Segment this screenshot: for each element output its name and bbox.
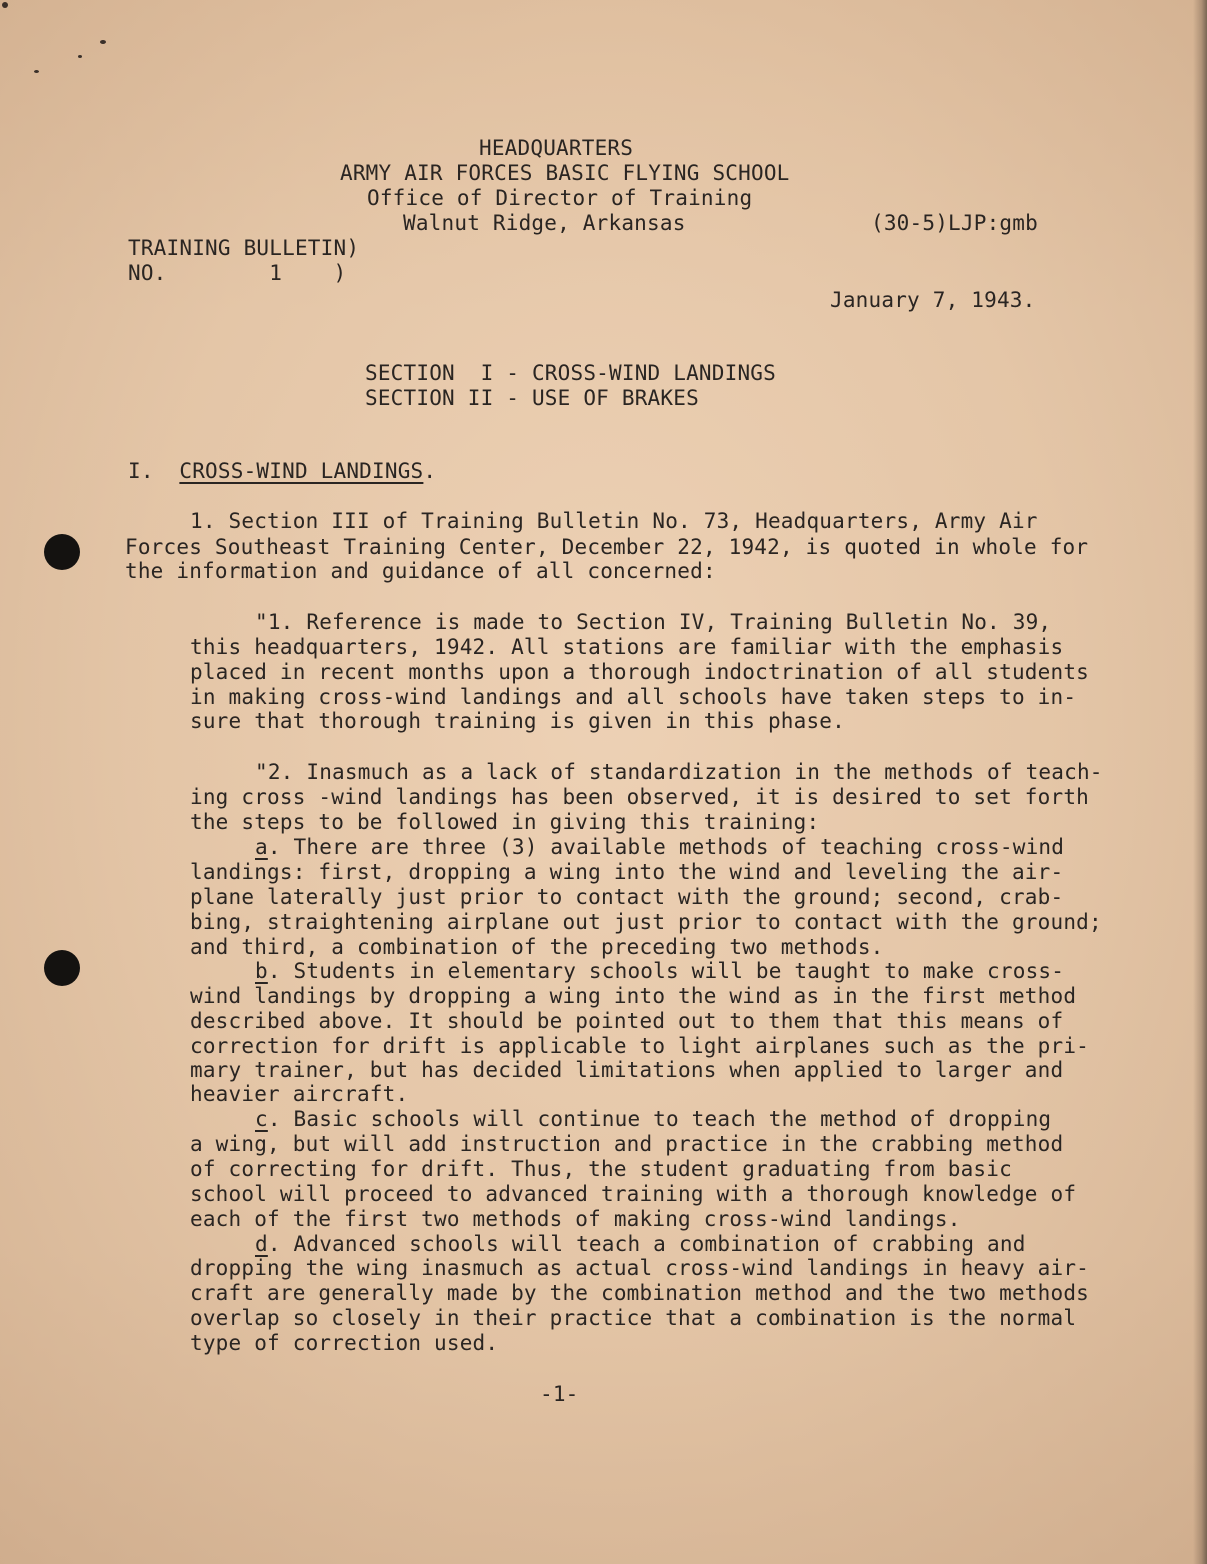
page-edge-shadow	[1193, 0, 1207, 1564]
item-b-line1: b. Students in elementary schools will be taught to make cross-	[255, 959, 1065, 983]
header-location: Walnut Ridge, Arkansas	[403, 211, 686, 235]
item-b-letter: b	[255, 959, 268, 983]
item-d-line2: dropping the wing inasmuch as actual cross-wind landings in heavy air-	[190, 1256, 1090, 1280]
page-number: -1-	[540, 1382, 579, 1406]
bulletin-number: NO. 1 )	[128, 261, 347, 285]
item-b-line6: heavier aircraft.	[190, 1082, 409, 1106]
section-heading	[128, 461, 436, 482]
item-c-line5: each of the first two methods of making cross-wind landings.	[190, 1207, 961, 1231]
quote1-line4: in making cross-wind landings and all schools have taken steps to in-	[190, 685, 1077, 709]
punch-hole-top	[44, 534, 80, 570]
punch-hole-bottom	[44, 950, 80, 986]
item-a-line3: plane laterally just prior to contact with the ground; second, crab-	[190, 885, 1064, 909]
item-b-line3: described above. It should be pointed out to them that this means of	[190, 1009, 1064, 1033]
quote2-line3: the steps to be followed in giving this training:	[190, 810, 820, 834]
section-title-2: SECTION II - USE OF BRAKES	[365, 386, 699, 410]
item-d-line5: type of correction used.	[190, 1331, 499, 1355]
header-office: Office of Director of Training	[367, 186, 753, 210]
item-d-letter: d	[255, 1232, 268, 1256]
ink-speck	[34, 70, 39, 73]
section-title-1: SECTION I - CROSS-WIND LANDINGS	[365, 361, 776, 385]
bulletin-label: TRAINING BULLETIN)	[128, 236, 360, 260]
item-c-line4: school will proceed to advanced training with a thorough knowledge of	[190, 1182, 1077, 1206]
heading-title: CROSS-WIND LANDINGS	[179, 459, 424, 483]
item-c-letter: c	[255, 1107, 268, 1131]
ink-speck	[100, 40, 106, 44]
heading-number: I.	[128, 459, 154, 483]
header-school-name: ARMY AIR FORCES BASIC FLYING SCHOOL	[340, 161, 790, 185]
item-b-line2: wind landings by dropping a wing into the wind as in the first method	[190, 984, 1077, 1008]
item-a-line1: a. There are three (3) available methods of teaching cross-wind	[255, 835, 1065, 859]
quote2-line1: "2. Inasmuch as a lack of standardization in the methods of teach-	[255, 760, 1103, 784]
reference-code: (30-5)LJP:gmb	[871, 211, 1038, 235]
heading-period: .	[423, 459, 437, 483]
ink-speck	[78, 55, 82, 58]
item-c-line1: c. Basic schools will continue to teach the method of dropping	[255, 1107, 1052, 1131]
quote1-line2: this headquarters, 1942. All stations are familiar with the emphasis	[190, 635, 1064, 659]
header-headquarters: HEADQUARTERS	[479, 136, 634, 160]
item-b-line5: mary trainer, but has decided limitations when applied to larger and	[190, 1058, 1064, 1082]
item-a-letter: a	[255, 835, 268, 859]
para1-line3: the information and guidance of all concerned:	[125, 559, 716, 583]
item-a-line4: bing, straightening airplane out just prior to contact with the ground;	[190, 910, 1102, 934]
ink-speck	[2, 2, 8, 8]
para1-line1: 1. Section III of Training Bulletin No. 73, Headquarters, Army Air	[190, 509, 1038, 533]
item-d-line3: craft are generally made by the combination method and the two methods	[190, 1281, 1090, 1305]
document-date: January 7, 1943.	[830, 288, 1036, 312]
item-a-line5: and third, a combination of the preceding two methods.	[190, 935, 884, 959]
item-b-line4: correction for drift is applicable to light airplanes such as the pri-	[190, 1034, 1090, 1058]
item-d-line4: overlap so closely in their practice that a combination is the normal	[190, 1306, 1077, 1330]
para1-line2: Forces Southeast Training Center, December 22, 1942, is quoted in whole for	[125, 535, 1089, 559]
item-a-line2: landings: first, dropping a wing into the wind and leveling the air-	[190, 860, 1064, 884]
quote1-line3: placed in recent months upon a thorough indoctrination of all students	[190, 660, 1090, 684]
item-c-line2: a wing, but will add instruction and practice in the crabbing method	[190, 1132, 1064, 1156]
quote1-line5: sure that thorough training is given in this phase.	[190, 709, 845, 733]
quote1-line1: "1. Reference is made to Section IV, Training Bulletin No. 39,	[255, 610, 1052, 634]
item-d-line1: d. Advanced schools will teach a combination of crabbing and	[255, 1232, 1026, 1256]
item-c-line3: of correcting for drift. Thus, the student graduating from basic	[190, 1157, 1012, 1181]
quote2-line2: ing cross -wind landings has been observed, it is desired to set forth	[190, 785, 1090, 809]
